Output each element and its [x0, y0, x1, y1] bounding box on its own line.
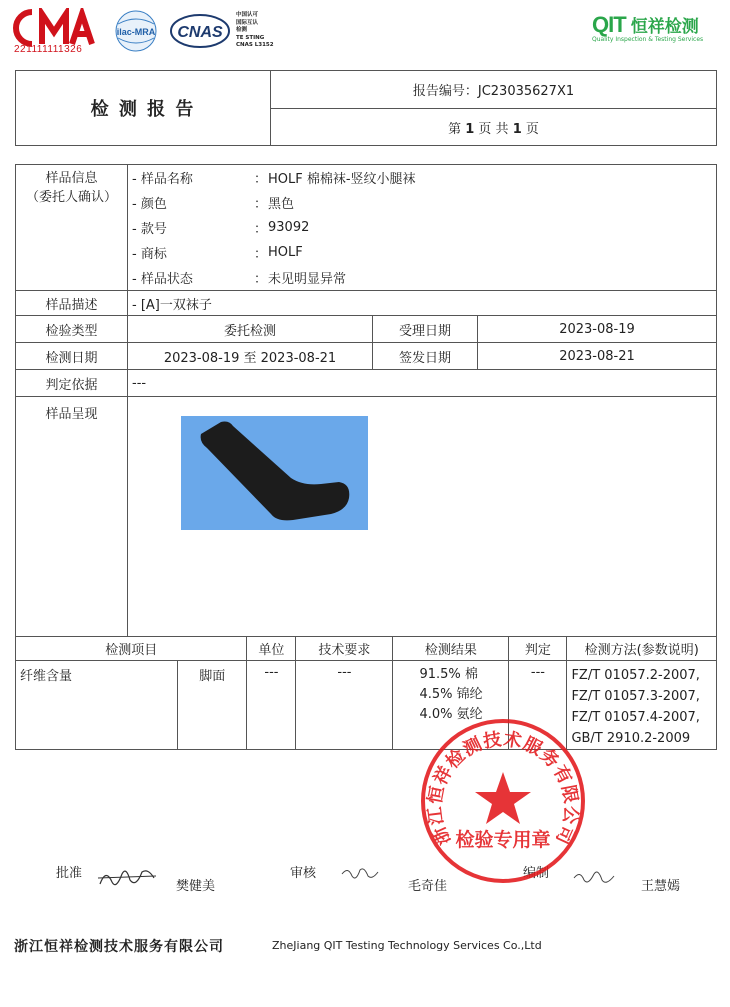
qit-tagline: Quality Inspection & Testing Services: [592, 36, 704, 43]
col-method: 检测方法(参数说明): [567, 637, 717, 661]
footer-company-cn: 浙江恒祥检测技术服务有限公司: [14, 939, 224, 955]
seal-center-text: 检验专用章: [455, 829, 551, 851]
inspection-type-value: 委托检测: [128, 316, 373, 343]
results-table: [15, 636, 717, 750]
footer-company-en: ZheJiang QIT Testing Technology Services Co.,Ltd: [272, 939, 542, 952]
result-line: 91.5% 棉: [419, 667, 478, 682]
receive-date-value: 2023-08-19: [478, 316, 717, 343]
report-main-table: [15, 164, 717, 637]
receive-date-label: 受理日期: [373, 316, 478, 343]
cnas-accreditation-text: 中国认可 国际互认 检测 TE STING CNAS L3152: [236, 12, 274, 48]
cnas-text: CNAS: [177, 24, 223, 41]
compile-label: 编制: [523, 866, 550, 881]
report-number-cell: [271, 71, 717, 109]
review-name: 毛奇佳: [408, 879, 448, 894]
judgement-basis-value: ---: [128, 370, 717, 397]
page-total: 1: [512, 121, 522, 137]
qit-brand: QIT: [592, 12, 626, 37]
page-number: 1: [465, 121, 475, 137]
sample-info-sublabel: （委托人确认）: [25, 190, 117, 205]
result-part: 脚面: [178, 661, 247, 750]
sample-info-row: - 商标 ： HOLF: [132, 245, 303, 262]
sample-info-label: 样品信息: [45, 171, 98, 186]
col-test-item: 检测项目: [16, 637, 247, 661]
approve-name: 樊健美: [176, 879, 216, 894]
test-date-value: 2023-08-19 至 2023-08-21: [128, 343, 373, 370]
report-title: 检 测 报 告: [16, 71, 271, 146]
sample-photo: [181, 416, 368, 530]
approve-label: 批准: [56, 866, 83, 881]
sample-info-row: - 样品状态 ： 未见明显异常: [132, 272, 347, 287]
seal-star: [475, 772, 531, 824]
col-unit: 单位: [247, 637, 296, 661]
result-methods: [567, 661, 717, 750]
method-line: GB/T 2910.2-2009: [571, 731, 691, 746]
sock-shape: [201, 422, 350, 521]
col-requirement: 技术要求: [296, 637, 393, 661]
result-judgement: ---: [509, 661, 567, 750]
method-line: FZ/T 01057.4-2007,: [571, 710, 700, 725]
result-item: 纤维含量: [16, 661, 178, 750]
ilac-mra-logo: [110, 10, 162, 52]
qit-name-cn: 恒祥检测: [630, 17, 699, 37]
result-line: 4.0% 氨纶: [419, 707, 483, 722]
sample-info-row: - 颜色 ： 黑色: [132, 197, 295, 212]
judgement-basis-label: 判定依据: [16, 370, 128, 397]
col-judgement: 判定: [509, 637, 567, 661]
report-number-label: 报告编号：: [412, 84, 478, 99]
method-line: FZ/T 01057.2-2007,: [571, 668, 700, 683]
report-header-table: [15, 70, 717, 146]
test-date-label: 检测日期: [16, 343, 128, 370]
sample-appearance-label: 样品呈现: [16, 397, 128, 637]
page-indicator: 第 1 页 共 1 页: [271, 109, 717, 146]
seal-ring-text: 浙江恒祥检测技术服务有限公司: [424, 728, 582, 849]
col-result: 检测结果: [393, 637, 509, 661]
sample-info-row: - 款号 ： 93092: [132, 220, 310, 237]
compile-name: 王慧嫣: [641, 879, 681, 894]
report-number: JC23035627X1: [477, 84, 575, 99]
result-requirement: ---: [296, 661, 393, 750]
cma-number: 221111111326: [14, 44, 83, 55]
ilac-text: ilac-MRA: [116, 27, 156, 37]
method-line: FZ/T 01057.3-2007,: [571, 689, 700, 704]
approve-signature: [96, 864, 160, 896]
review-signature: [340, 862, 382, 888]
result-unit: ---: [247, 661, 296, 750]
review-label: 审核: [290, 866, 317, 881]
sample-desc-value: - [A]一双袜子: [128, 291, 717, 316]
official-seal: [418, 716, 588, 886]
inspection-type-label: 检验类型: [16, 316, 128, 343]
sample-info-label-cell: [16, 165, 128, 291]
cnas-logo: [170, 14, 230, 48]
issue-date-value: 2023-08-21: [478, 343, 717, 370]
issue-date-label: 签发日期: [373, 343, 478, 370]
result-line: 4.5% 锦纶: [419, 687, 483, 702]
sample-info-row: - 样品名称 ： HOLF 棉棉袜-竖纹小腿袜: [132, 172, 416, 187]
sample-info-values: [128, 165, 717, 291]
sample-desc-label: 样品描述: [16, 291, 128, 316]
qit-logo: [592, 12, 703, 43]
